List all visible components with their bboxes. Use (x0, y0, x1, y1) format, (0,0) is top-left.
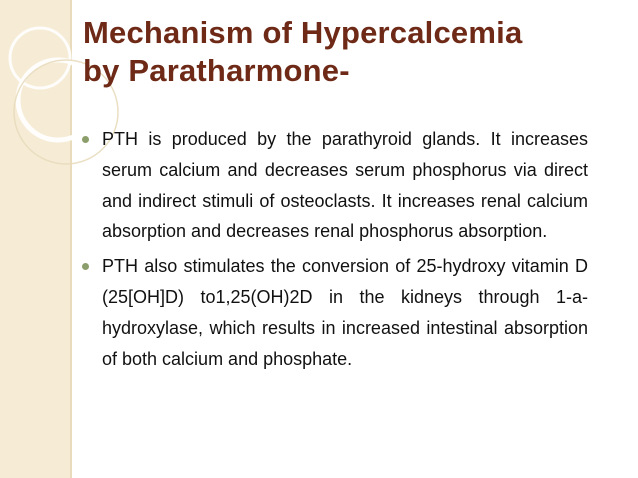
bullet-list (80, 124, 588, 378)
bullet-text: PTH also stimulates the conversion of 25-hydroxy vitamin D (25[OH]D) to1,25(OH)2D in the kidneys through 1-a-hydroxylase, which results in increased intestinal absorption of both calcium and phosphate. (102, 256, 588, 369)
bullet-item-pth-production (80, 124, 588, 247)
bullet-item-vitamin-d-conversion (80, 251, 588, 374)
slide-title-line-2: by Paratharmone- (83, 53, 350, 88)
slide-title (83, 14, 613, 90)
bullet-dot-icon (82, 263, 89, 270)
bullet-dot-icon (82, 136, 89, 143)
slide-title-line-1: Mechanism of Hypercalcemia (83, 15, 523, 50)
bullet-text: PTH is produced by the parathyroid glands. It increases serum calcium and decreases serum phosphorus via direct and indirect stimuli of osteoclasts. It increases renal calcium absorption and decreases renal phosphorus absorption. (102, 129, 588, 242)
